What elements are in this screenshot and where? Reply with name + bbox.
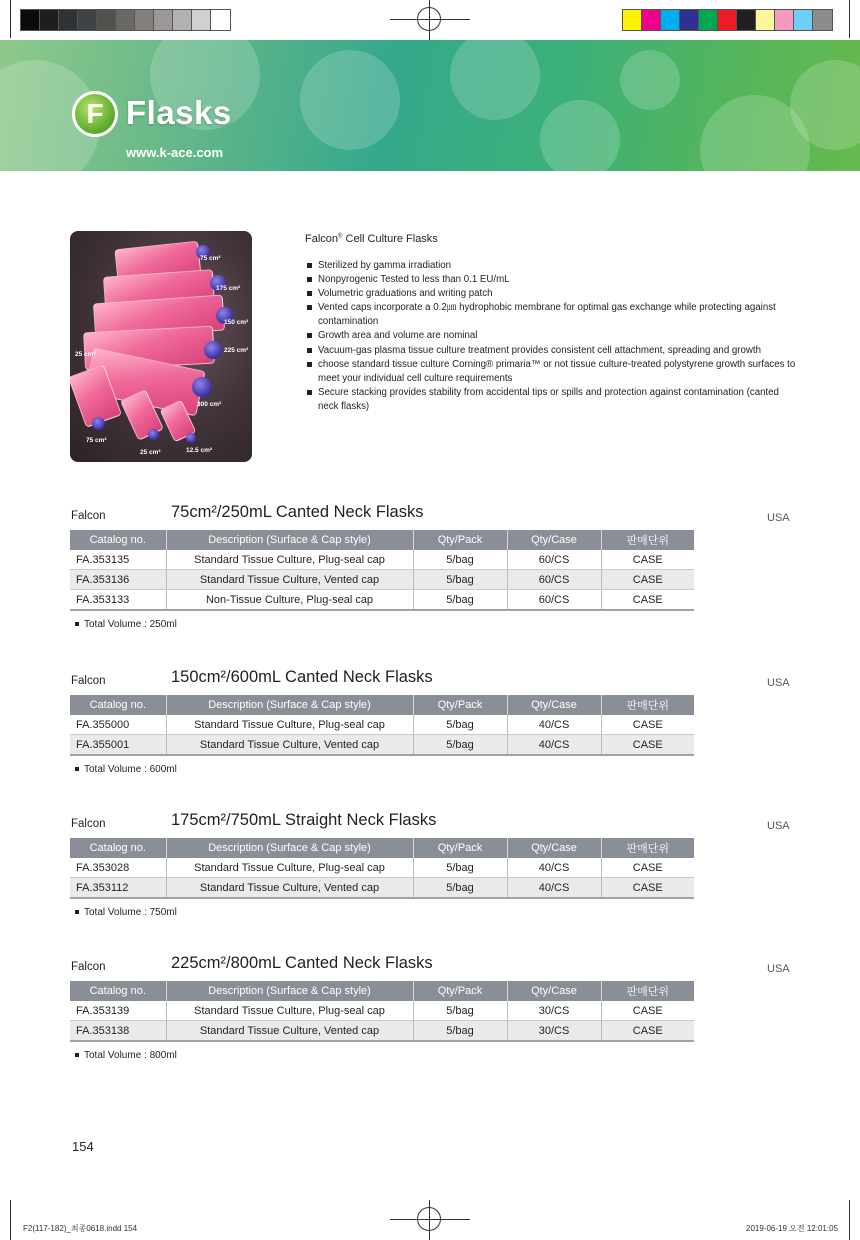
color-swatch: [192, 10, 211, 30]
table-cell: FA.353135: [70, 550, 166, 570]
color-swatch: [756, 10, 775, 30]
photo-label: 225 cm²: [224, 347, 249, 354]
section-title: 150cm²/600mL Canted Neck Flasks: [171, 668, 433, 686]
country-of-origin: USA: [767, 963, 790, 975]
photo-label: 25 cm²: [140, 449, 161, 456]
column-header: Qty/Case: [507, 695, 601, 715]
table-cell: CASE: [601, 858, 694, 878]
section-title: 175cm²/750mL Straight Neck Flasks: [171, 811, 437, 829]
feature-list: [307, 259, 797, 414]
column-header: Qty/Pack: [413, 530, 507, 550]
table-header-row: [70, 530, 694, 550]
footer-file-info: F2(117-182)_최종0618.indd 154: [23, 1224, 138, 1233]
color-swatch: [718, 10, 737, 30]
column-header: Catalog no.: [70, 695, 166, 715]
table-row: [70, 878, 694, 899]
feature-item: choose standard tissue culture Corning® primaria™ or not tissue culture-treated polystyrene growth surfaces to meet your individual cell culture requirements: [307, 358, 797, 386]
column-header: Catalog no.: [70, 981, 166, 1001]
table-header-row: [70, 981, 694, 1001]
table-cell: 5/bag: [413, 590, 507, 611]
table-row: [70, 735, 694, 756]
table-cell: Standard Tissue Culture, Plug-seal cap: [166, 858, 413, 878]
registration-mark-bottom: [417, 1207, 441, 1231]
section-brand: Falcon: [71, 675, 106, 687]
table-cell: 5/bag: [413, 735, 507, 756]
photo-label: 75 cm²: [86, 437, 107, 444]
website-url: www.k-ace.com: [126, 145, 224, 160]
table-cell: FA.355000: [70, 715, 166, 735]
table-row: [70, 590, 694, 611]
column-header: 판매단위: [601, 981, 694, 1001]
column-header: 판매단위: [601, 530, 694, 550]
column-header: Description (Surface & Cap style): [166, 981, 413, 1001]
color-swatch: [78, 10, 97, 30]
photo-label: 12.5 cm²: [186, 447, 213, 454]
section-brand: Falcon: [71, 961, 106, 973]
intro-title-text: Cell Culture Flasks: [342, 233, 438, 245]
table-cell: CASE: [601, 735, 694, 756]
flask-product-photo: [70, 231, 252, 462]
registered-mark: ®: [338, 233, 343, 240]
intro-brand: Falcon: [305, 233, 339, 245]
feature-item: Secure stacking provides stability from accidental tips or spills and protection against contamination (canted neck flasks): [307, 386, 797, 414]
table-row: [70, 570, 694, 590]
table-cell: FA.353136: [70, 570, 166, 590]
table-header-row: [70, 838, 694, 858]
color-swatch: [211, 10, 230, 30]
color-swatch: [154, 10, 173, 30]
feature-item: Growth area and volume are nominal: [307, 329, 797, 343]
country-of-origin: USA: [767, 512, 790, 524]
color-swatch: [680, 10, 699, 30]
table-cell: Standard Tissue Culture, Plug-seal cap: [166, 1001, 413, 1021]
color-swatch: [737, 10, 756, 30]
table-cell: 5/bag: [413, 858, 507, 878]
feature-item: Vacuum-gas plasma tissue culture treatment provides consistent cell attachment, spreading and growth: [307, 344, 797, 358]
crop-mark: [10, 1200, 11, 1240]
total-volume-note: Total Volume : 600ml: [75, 764, 177, 775]
total-volume-note: Total Volume : 250ml: [75, 619, 177, 630]
total-volume-note: Total Volume : 800ml: [75, 1050, 177, 1061]
page-number: 154: [72, 1139, 94, 1154]
column-header: Description (Surface & Cap style): [166, 530, 413, 550]
feature-item: Nonpyrogenic Tested to less than 0.1 EU/mL: [307, 273, 797, 287]
table-row: [70, 550, 694, 570]
crop-mark: [849, 0, 850, 38]
table-cell: CASE: [601, 1001, 694, 1021]
table-cell: FA.353139: [70, 1001, 166, 1021]
color-swatch: [135, 10, 154, 30]
color-swatch: [21, 10, 40, 30]
photo-label: 25 cm²: [75, 351, 96, 358]
photo-label: 75 cm²: [200, 255, 221, 262]
feature-item: Sterilized by gamma irradiation: [307, 259, 797, 273]
photo-label: 175 cm²: [216, 285, 241, 292]
table-cell: FA.353112: [70, 878, 166, 899]
crop-mark: [849, 1200, 850, 1240]
section-title: 75cm²/250mL Canted Neck Flasks: [171, 503, 424, 521]
color-swatch: [794, 10, 813, 30]
color-swatch: [40, 10, 59, 30]
color-swatch: [97, 10, 116, 30]
table-cell: Standard Tissue Culture, Plug-seal cap: [166, 715, 413, 735]
column-header: Qty/Case: [507, 981, 601, 1001]
table-cell: 5/bag: [413, 550, 507, 570]
color-swatch: [813, 10, 832, 30]
table-cell: Standard Tissue Culture, Vented cap: [166, 1021, 413, 1042]
column-header: Catalog no.: [70, 838, 166, 858]
table-cell: 60/CS: [507, 550, 601, 570]
color-swatch: [59, 10, 78, 30]
table-row: [70, 858, 694, 878]
table-cell: CASE: [601, 570, 694, 590]
color-swatch: [775, 10, 794, 30]
color-swatch: [116, 10, 135, 30]
product-table: [70, 695, 694, 756]
table-row: [70, 715, 694, 735]
table-cell: FA.353138: [70, 1021, 166, 1042]
feature-item: Volumetric graduations and writing patch: [307, 287, 797, 301]
table-header-row: [70, 695, 694, 715]
table-cell: 5/bag: [413, 570, 507, 590]
table-cell: FA.353133: [70, 590, 166, 611]
color-swatch: [623, 10, 642, 30]
table-cell: 40/CS: [507, 858, 601, 878]
table-row: [70, 1021, 694, 1042]
photo-label: 300 cm²: [197, 401, 222, 408]
column-header: Qty/Pack: [413, 695, 507, 715]
table-cell: Standard Tissue Culture, Plug-seal cap: [166, 550, 413, 570]
column-header: 판매단위: [601, 695, 694, 715]
photo-label: 150 cm²: [224, 319, 249, 326]
column-header: Description (Surface & Cap style): [166, 838, 413, 858]
table-cell: Standard Tissue Culture, Vented cap: [166, 570, 413, 590]
column-header: 판매단위: [601, 838, 694, 858]
color-swatch: [699, 10, 718, 30]
table-cell: 60/CS: [507, 590, 601, 611]
gray-calibration-bar: [20, 9, 231, 31]
product-table: [70, 838, 694, 899]
table-cell: Standard Tissue Culture, Vented cap: [166, 735, 413, 756]
table-row: [70, 1001, 694, 1021]
product-table: [70, 981, 694, 1042]
table-cell: CASE: [601, 878, 694, 899]
table-cell: Standard Tissue Culture, Vented cap: [166, 878, 413, 899]
product-table: [70, 530, 694, 611]
section-badge: F: [72, 91, 118, 137]
table-cell: 40/CS: [507, 735, 601, 756]
footer-timestamp: 2019-06-19 오전 12:01:05: [746, 1224, 838, 1233]
section-brand: Falcon: [71, 818, 106, 830]
table-cell: CASE: [601, 590, 694, 611]
color-calibration-bar: [622, 9, 833, 31]
table-cell: 40/CS: [507, 715, 601, 735]
registration-mark-top: [417, 7, 441, 31]
table-cell: CASE: [601, 715, 694, 735]
country-of-origin: USA: [767, 677, 790, 689]
crop-mark: [10, 0, 11, 38]
total-volume-note: Total Volume : 750ml: [75, 907, 177, 918]
table-cell: 60/CS: [507, 570, 601, 590]
column-header: Qty/Case: [507, 838, 601, 858]
page-title: Flasks: [126, 94, 232, 131]
table-cell: 40/CS: [507, 878, 601, 899]
column-header: Catalog no.: [70, 530, 166, 550]
feature-item: Vented caps incorporate a 0.2㎛ hydrophobic membrane for optimal gas exchange while protecting against contamination: [307, 301, 797, 329]
table-cell: 5/bag: [413, 878, 507, 899]
table-cell: 30/CS: [507, 1021, 601, 1042]
table-cell: FA.353028: [70, 858, 166, 878]
color-swatch: [661, 10, 680, 30]
table-cell: 5/bag: [413, 1001, 507, 1021]
section-title: 225cm²/800mL Canted Neck Flasks: [171, 954, 433, 972]
table-cell: 5/bag: [413, 1021, 507, 1042]
table-cell: 30/CS: [507, 1001, 601, 1021]
table-cell: 5/bag: [413, 715, 507, 735]
intro-heading: [305, 233, 438, 245]
table-cell: FA.355001: [70, 735, 166, 756]
color-swatch: [642, 10, 661, 30]
color-swatch: [173, 10, 192, 30]
column-header: Description (Surface & Cap style): [166, 695, 413, 715]
country-of-origin: USA: [767, 820, 790, 832]
section-brand: Falcon: [71, 510, 106, 522]
table-cell: Non-Tissue Culture, Plug-seal cap: [166, 590, 413, 611]
column-header: Qty/Pack: [413, 838, 507, 858]
table-cell: CASE: [601, 550, 694, 570]
table-cell: CASE: [601, 1021, 694, 1042]
column-header: Qty/Pack: [413, 981, 507, 1001]
column-header: Qty/Case: [507, 530, 601, 550]
